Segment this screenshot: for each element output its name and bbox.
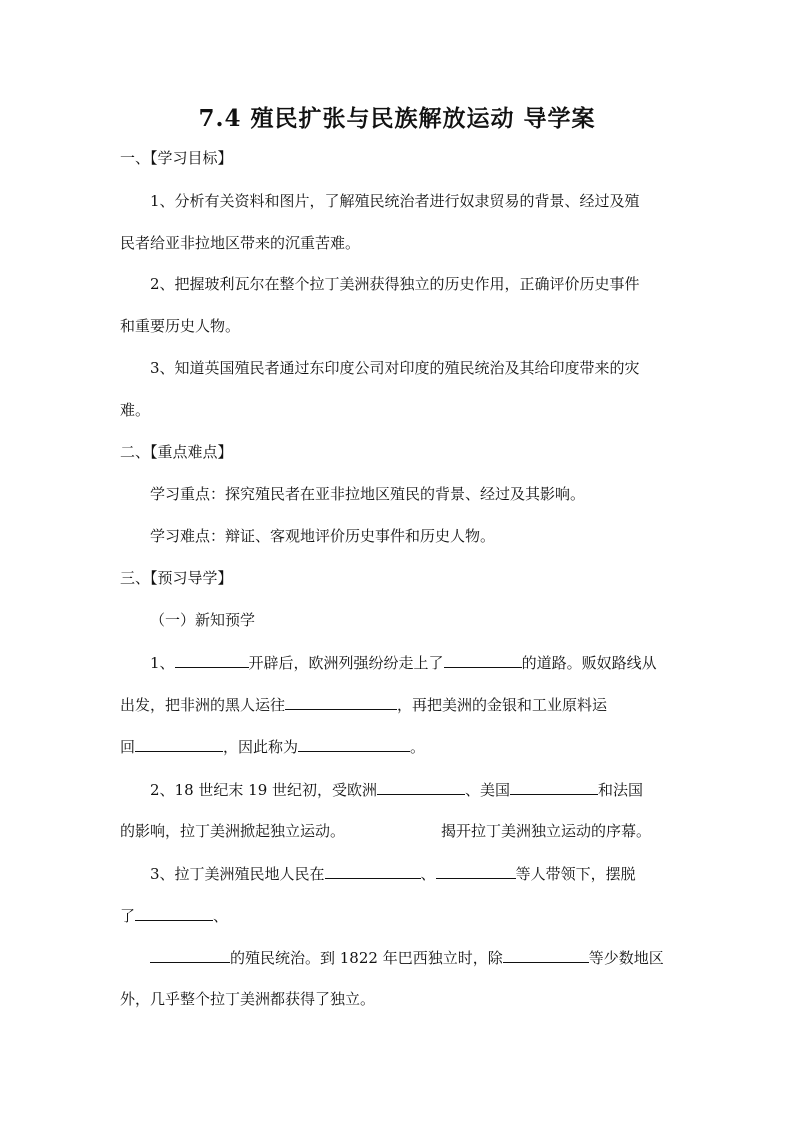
section-heading-preview: 三、【预习导学】 — [120, 569, 233, 587]
q1-text-6: 回 — [120, 738, 136, 756]
q3-blank-1[interactable] — [325, 863, 421, 879]
q3-text-3: 等人带领下，摆脱 — [515, 865, 636, 883]
question-3-line-1 — [150, 863, 680, 884]
question-1-line-3 — [120, 736, 680, 757]
q1-text-5: ，再把美洲的金银和工业原料运 — [397, 696, 608, 714]
question-1-line-1 — [150, 652, 680, 673]
goal-1-line-2: 民者给亚非拉地区带来的沉重苦难。 — [120, 234, 361, 252]
question-1-line-2 — [120, 694, 680, 715]
q2-text-5: 揭开拉丁美洲独立运动的序幕。 — [441, 822, 652, 840]
q3-blank-5[interactable] — [503, 947, 589, 963]
q2-text-3: 和法国 — [598, 781, 644, 799]
q1-blank-5[interactable] — [298, 736, 410, 752]
q1-text-3: 的道路。贩奴路线从 — [521, 654, 657, 672]
q3-blank-2[interactable] — [436, 863, 516, 879]
q3-text-6: 的殖民统治。到 1822 年巴西独立时，除 — [230, 949, 503, 967]
question-2-line-1 — [150, 779, 680, 800]
q3-text-7: 等少数地区 — [588, 949, 664, 967]
q3-text-2: 、 — [420, 865, 436, 883]
q1-blank-3[interactable] — [285, 694, 397, 710]
q3-text-5: 、 — [213, 907, 229, 925]
goal-1-line-1: 1、分析有关资料和图片，了解殖民统治者进行奴隶贸易的背景、经过及殖 — [150, 192, 640, 210]
q2-blank-2[interactable] — [510, 779, 598, 795]
q2-blank-1[interactable] — [377, 779, 465, 795]
question-3-line-4: 外，几乎整个拉丁美洲都获得了独立。 — [120, 990, 376, 1008]
q3-text-4: 了 — [120, 907, 136, 925]
goal-2-line-1: 2、把握玻利瓦尔在整个拉丁美洲获得独立的历史作用，正确评价历史事件 — [150, 275, 640, 293]
preview-sub-heading: （一）新知预学 — [150, 611, 256, 629]
document-title: 7.4 殖民扩张与民族解放运动 导学案 — [198, 105, 596, 132]
key-difficulty: 学习难点：辩证、客观地评价历史事件和历史人物。 — [150, 527, 496, 545]
question-3-line-3 — [150, 947, 680, 968]
question-2-line-2 — [120, 821, 680, 841]
q2-text-4: 的影响，拉丁美洲掀起独立运动。 — [120, 822, 346, 840]
key-focus: 学习重点：探究殖民者在亚非拉地区殖民的背景、经过及其影响。 — [150, 485, 586, 503]
q1-blank-4[interactable] — [135, 736, 223, 752]
q3-text-1: 3、拉丁美洲殖民地人民在 — [150, 865, 325, 883]
q1-text-7: ，因此称为 — [223, 738, 299, 756]
section-heading-key-points: 二、【重点难点】 — [120, 443, 233, 461]
q3-blank-3[interactable] — [135, 905, 213, 921]
section-heading-goals: 一、【学习目标】 — [120, 149, 233, 167]
q1-number: 1、 — [150, 654, 175, 672]
q1-text-2: 开辟后，欧洲列强纷纷走上了 — [248, 654, 444, 672]
goal-3-line-1: 3、知道英国殖民者通过东印度公司对印度的殖民统治及其给印度带来的灾 — [150, 359, 640, 377]
q1-blank-1[interactable] — [175, 652, 249, 668]
q2-text-1: 2、18 世纪末 19 世纪初，受欧洲 — [150, 781, 378, 799]
goal-2-line-2: 和重要历史人物。 — [120, 317, 241, 335]
question-3-line-2 — [120, 905, 680, 926]
q2-text-2: 、美国 — [465, 781, 511, 799]
q1-text-4: 出发，把非洲的黑人运往 — [120, 696, 286, 714]
q1-text-8: 。 — [410, 738, 426, 756]
goal-3-line-2: 难。 — [120, 401, 151, 419]
q1-blank-2[interactable] — [444, 652, 522, 668]
q3-blank-4[interactable] — [150, 947, 230, 963]
